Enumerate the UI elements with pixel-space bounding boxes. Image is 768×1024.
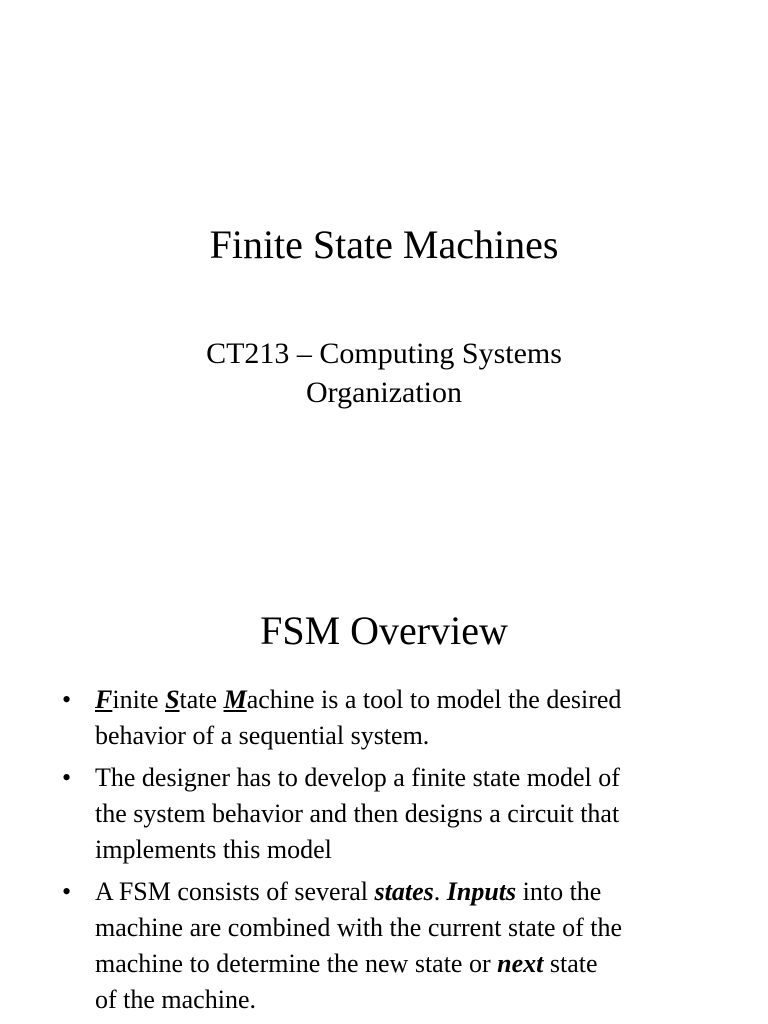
bullet-3-line-2: machine are combined with the current state of the	[95, 913, 623, 942]
letter-m: M	[223, 685, 247, 714]
bullet-dot: •	[62, 763, 72, 792]
bullet-1-line-2: behavior of a sequential system.	[95, 721, 430, 750]
bullet-item-3	[60, 874, 720, 1018]
text-achine: achine is a tool to model the desired	[246, 685, 622, 714]
presentation-title: Finite State Machines	[209, 222, 559, 267]
bullet-3-line-1	[95, 874, 720, 910]
subtitle-line-1: CT213 – Computing Systems	[206, 337, 562, 370]
bullet-2-line-2: the system behavior and then designs a circuit that	[95, 799, 620, 828]
bullet-list	[60, 682, 720, 1024]
term-states: states	[374, 877, 434, 906]
text-period: .	[433, 877, 447, 906]
letter-s: S	[165, 685, 180, 714]
bullet-2-line-1: The designer has to develop a finite state model of	[95, 763, 620, 792]
letter-f: F	[95, 685, 113, 714]
bullet-item-2	[60, 760, 720, 868]
bullet-2-line-3: implements this model	[95, 835, 332, 864]
subtitle-line-2: Organization	[305, 376, 463, 409]
text-inite: inite	[112, 685, 166, 714]
bullet-dot: •	[62, 877, 72, 906]
bullet-item-1	[60, 682, 720, 754]
slide-heading: FSM Overview	[260, 608, 508, 653]
text-tate: tate	[179, 685, 224, 714]
bullet-3-line-3	[95, 946, 720, 982]
text-machine-to-determine: machine to determine the new state or	[95, 949, 498, 978]
text-state: state	[543, 949, 598, 978]
slide-fsm-overview	[0, 512, 768, 1024]
bullet-1-line-1	[95, 682, 720, 718]
bullet-dot: •	[62, 685, 72, 714]
text-a-fsm: A FSM consists of several	[95, 877, 375, 906]
bullet-3-line-4: of the machine.	[95, 985, 256, 1014]
term-next: next	[497, 949, 544, 978]
text-into-the: into the	[516, 877, 602, 906]
term-inputs: Inputs	[446, 877, 517, 906]
course-subtitle	[0, 334, 768, 412]
